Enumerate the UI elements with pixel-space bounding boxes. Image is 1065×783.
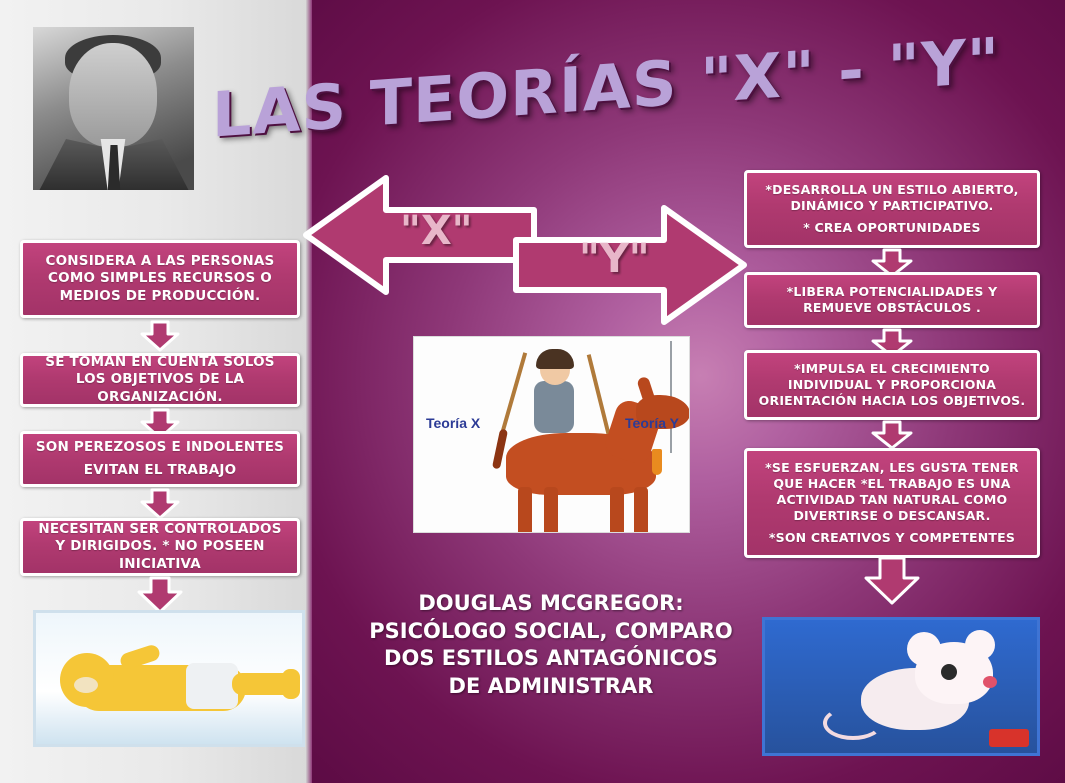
rider-hair [536,349,574,369]
right-connector-arrow-3 [870,420,914,450]
left-box-3-line-1: SON PEREZOSOS E INDOLENTES [35,438,285,455]
donkey-carrot-stick-image [413,336,690,533]
left-connector-arrow-4 [136,576,184,614]
page-title: LAS TEORÍAS "X" - "Y" [212,23,1000,152]
donkey-label-theory-y: Teoría Y [625,415,679,431]
right-box-4-line-2: *SON CREATIVOS Y COMPETENTES [768,530,1016,545]
portrait-face [69,43,157,147]
homer-mouth [74,677,98,693]
left-box-3 [20,431,300,487]
right-box-4 [744,448,1040,558]
left-box-1-line-1: CONSIDERA A LAS PERSONAS COMO SIMPLES RECURSOS O MEDIOS DE PRODUCCIÓN. [45,253,275,304]
right-connector-arrow-4 [862,556,922,606]
donkey-leg-1 [518,487,532,533]
homer-shorts [186,663,238,709]
theory-y-arrow [505,200,750,330]
right-box-2-line-1: *LIBERA POTENCIALIDADES Y REMUEVE OBSTÁCULOS . [786,284,998,315]
network-logo [989,729,1029,747]
rider-body [534,381,574,433]
donkey-leg-3 [610,487,624,533]
right-box-1 [744,170,1040,248]
left-box-4 [20,518,300,576]
left-box-3-line-2: EVITAN EL TRABAJO [83,462,237,478]
theory-x-arrow-label: "X" [400,208,473,254]
pinky-nose [983,676,997,688]
left-connector-arrow-3 [139,488,181,520]
homer-foot [282,669,300,699]
mcgregor-portrait-image [33,27,194,190]
donkey-leg-2 [544,487,558,533]
pinky-eye [941,664,957,680]
left-box-2-line-1: SE TOMAN EN CUENTA SOLOS LOS OBJETIVOS DE LA ORGANIZACIÓN. [45,354,275,405]
right-box-1-line-1: *DESARROLLA UN ESTILO ABIERTO, DINÁMICO Y PARTICIPATIVO. [765,182,1019,213]
right-box-3 [744,350,1040,420]
right-box-2 [744,272,1040,328]
theory-x-arrow [300,170,540,300]
donkey-leg-4 [634,487,648,533]
mcgregor-caption: DOUGLAS MCGREGOR: PSICÓLOGO SOCIAL, COMPARO DOS ESTILOS ANTAGÓNICOS DE ADMINISTRAR [369,591,733,699]
right-box-4-line-1: *SE ESFUERZAN, LES GUSTA TENER QUE HACER *EL TRABAJO ES UNA ACTIVIDAD TAN NATURAL COMO DIVERTIRSE O DESCANSAR. [765,460,1019,523]
donkey-label-theory-x: Teoría X [426,415,481,431]
left-box-1 [20,240,300,318]
pinky-and-the-brain-image [762,617,1040,756]
right-box-3-line-1: *IMPULSA EL CRECIMIENTO INDIVIDUAL Y PROPORCIONA ORIENTACIÓN HACIA LOS OBJETIVOS. [758,361,1026,408]
right-box-1-line-2: * CREA OPORTUNIDADES [803,220,981,235]
left-box-2 [20,353,300,407]
theory-y-arrow-label: "Y" [579,236,650,282]
left-connector-arrow-1 [139,320,181,352]
homer-simpson-image [33,610,305,747]
carrot-icon [652,449,662,475]
left-box-4-line-1: NECESITAN SER CONTROLADOS Y DIRIGIDOS. * NO POSEEN INICIATIVA [38,521,282,572]
